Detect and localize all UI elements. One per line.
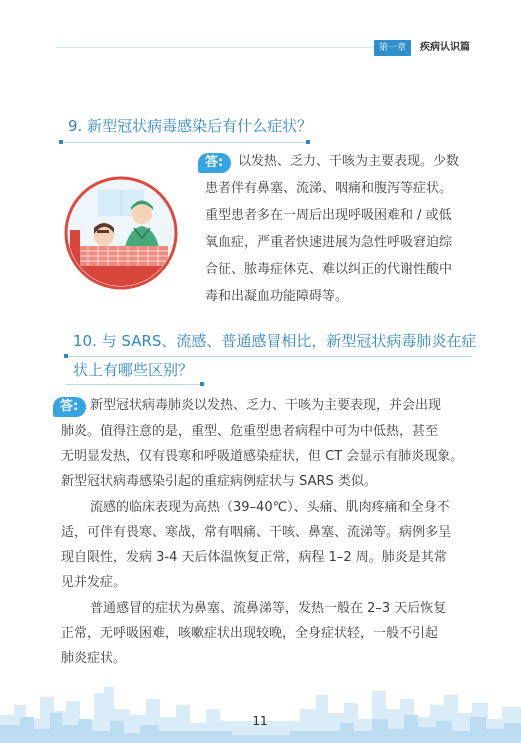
answer-10-line: 适，可伴有畏寒、寒战，常有咽痛、干咳、鼻塞、流涕等。病例多呈	[61, 525, 452, 540]
header-rule	[56, 47, 374, 48]
city-skyline-decoration	[0, 675, 521, 743]
answer-9-line: 重型患者多在一周后出现呼吸困难和 / 或低	[205, 208, 452, 223]
answer-9-line: 合征、脓毒症休克、难以纠正的代谢性酸中	[205, 262, 453, 277]
answer-10-line: 普通感冒的症状为鼻塞、流鼻涕等，发热一般在 2–3 天后恢复	[90, 601, 447, 616]
chapter-tag: 第一章	[374, 40, 411, 56]
answer-9-line: 毒和出凝血功能障碍等。	[205, 289, 349, 304]
answer-10-line: 新型冠状病毒肺炎以发热、乏力、干咳为主要表现，并会出现	[90, 398, 442, 413]
question-10-underline-2	[66, 384, 202, 385]
answer-10-line: 肺炎。值得注意的是，重型、危重型患者病程中可为中低热，甚至	[61, 424, 439, 439]
question-10-title-continued: 状上有哪些区别？	[73, 361, 194, 379]
answer-10-line: 新型冠状病毒感染引起的重症病例症状与 SARS 类似。	[61, 474, 377, 489]
question-10-title: 10. 与 SARS、流感、普通感冒相比，新型冠状病毒肺炎在症	[73, 332, 477, 350]
answer-10-line: 肺炎症状。	[61, 651, 127, 666]
answer-10-line: 流感的临床表现为高热（39–40℃）、头痛、肌肉疼痛和全身不	[90, 500, 450, 515]
question-9-dot-left	[59, 140, 63, 144]
answer-10-badge: 答:	[53, 397, 86, 417]
doctor-patient-illustration	[64, 176, 178, 290]
answer-9-line: 以发热、乏力、干咳为主要表现。少数	[238, 154, 460, 169]
answer-9-line: 患者伴有鼻塞、流涕、咽痛和腹泻等症状。	[205, 181, 453, 196]
question-10-dot-left	[64, 354, 68, 358]
answer-10-line: 现自限性，发病 3-4 天后体温恢复正常，病程 1–2 周。肺炎是其常	[61, 550, 447, 565]
answer-10-line: 无明显发热，仅有畏寒和呼吸道感染症状，但 CT 会显示有肺炎现象。	[61, 449, 464, 464]
answer-10-line: 正常，无呼吸困难，咳嗽症状出现较晚，全身症状轻，一般不引起	[61, 626, 439, 641]
answer-9-line: 氧血症，严重者快速进展为急性呼吸窘迫综	[205, 235, 453, 250]
page-number: 11	[252, 714, 268, 728]
section-title: 疾病认识篇	[420, 42, 470, 53]
answer-9-badge: 答:	[198, 153, 231, 173]
question-10-dot-right	[200, 382, 204, 386]
answer-10-line: 见并发症。	[61, 575, 127, 590]
question-9-underline	[60, 142, 310, 143]
question-9-title: 9. 新型冠状病毒感染后有什么症状？	[68, 117, 313, 135]
question-9-dot-right	[306, 140, 310, 144]
